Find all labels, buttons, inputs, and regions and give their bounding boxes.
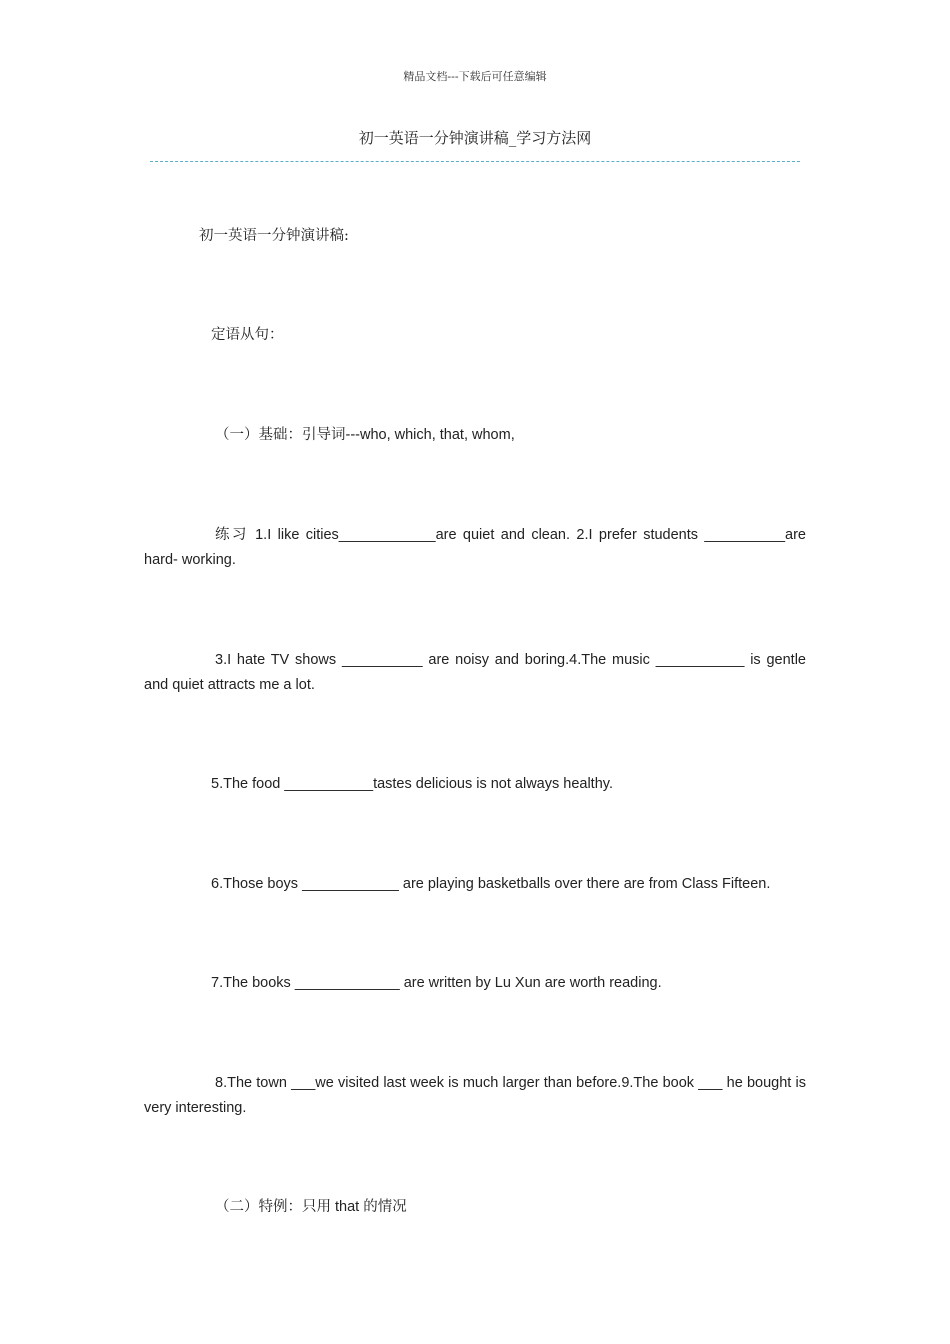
document-title: 初一英语一分钟演讲稿_学习方法网	[358, 129, 592, 147]
section-basics: （一）基础：引导词---who, which, that, whom,	[215, 427, 515, 443]
exercise-5: 5.The food ___________tastes delicious is not always healthy.	[211, 776, 613, 792]
grammar-heading: 定语从句：	[211, 327, 284, 343]
intro-line: 初一英语一分钟演讲稿:	[199, 228, 349, 244]
exercise-8-9: 8.The town ___we visited last week is much larger than before.9.The book ___ he bought is very interesting.	[144, 1075, 806, 1116]
exercise-1-2: 练习 1.I like cities____________are quiet and clean. 2.I prefer students __________are hard- working.	[144, 527, 806, 568]
exercise-3-4: 3.I hate TV shows __________ are noisy and boring.4.The music ___________ is gentle and quiet attracts me a lot.	[144, 652, 806, 693]
header-note: 精品文档---下载后可任意编辑	[403, 70, 547, 83]
title-divider	[150, 161, 800, 162]
exercise-7: 7.The books _____________ are written by Lu Xun are worth reading.	[211, 975, 662, 991]
exercise-6: 6.Those boys ____________ are playing basketballs over there are from Class Fifteen.	[211, 876, 771, 892]
section-special-cases: （二）特例：只用 that 的情况	[215, 1199, 407, 1215]
